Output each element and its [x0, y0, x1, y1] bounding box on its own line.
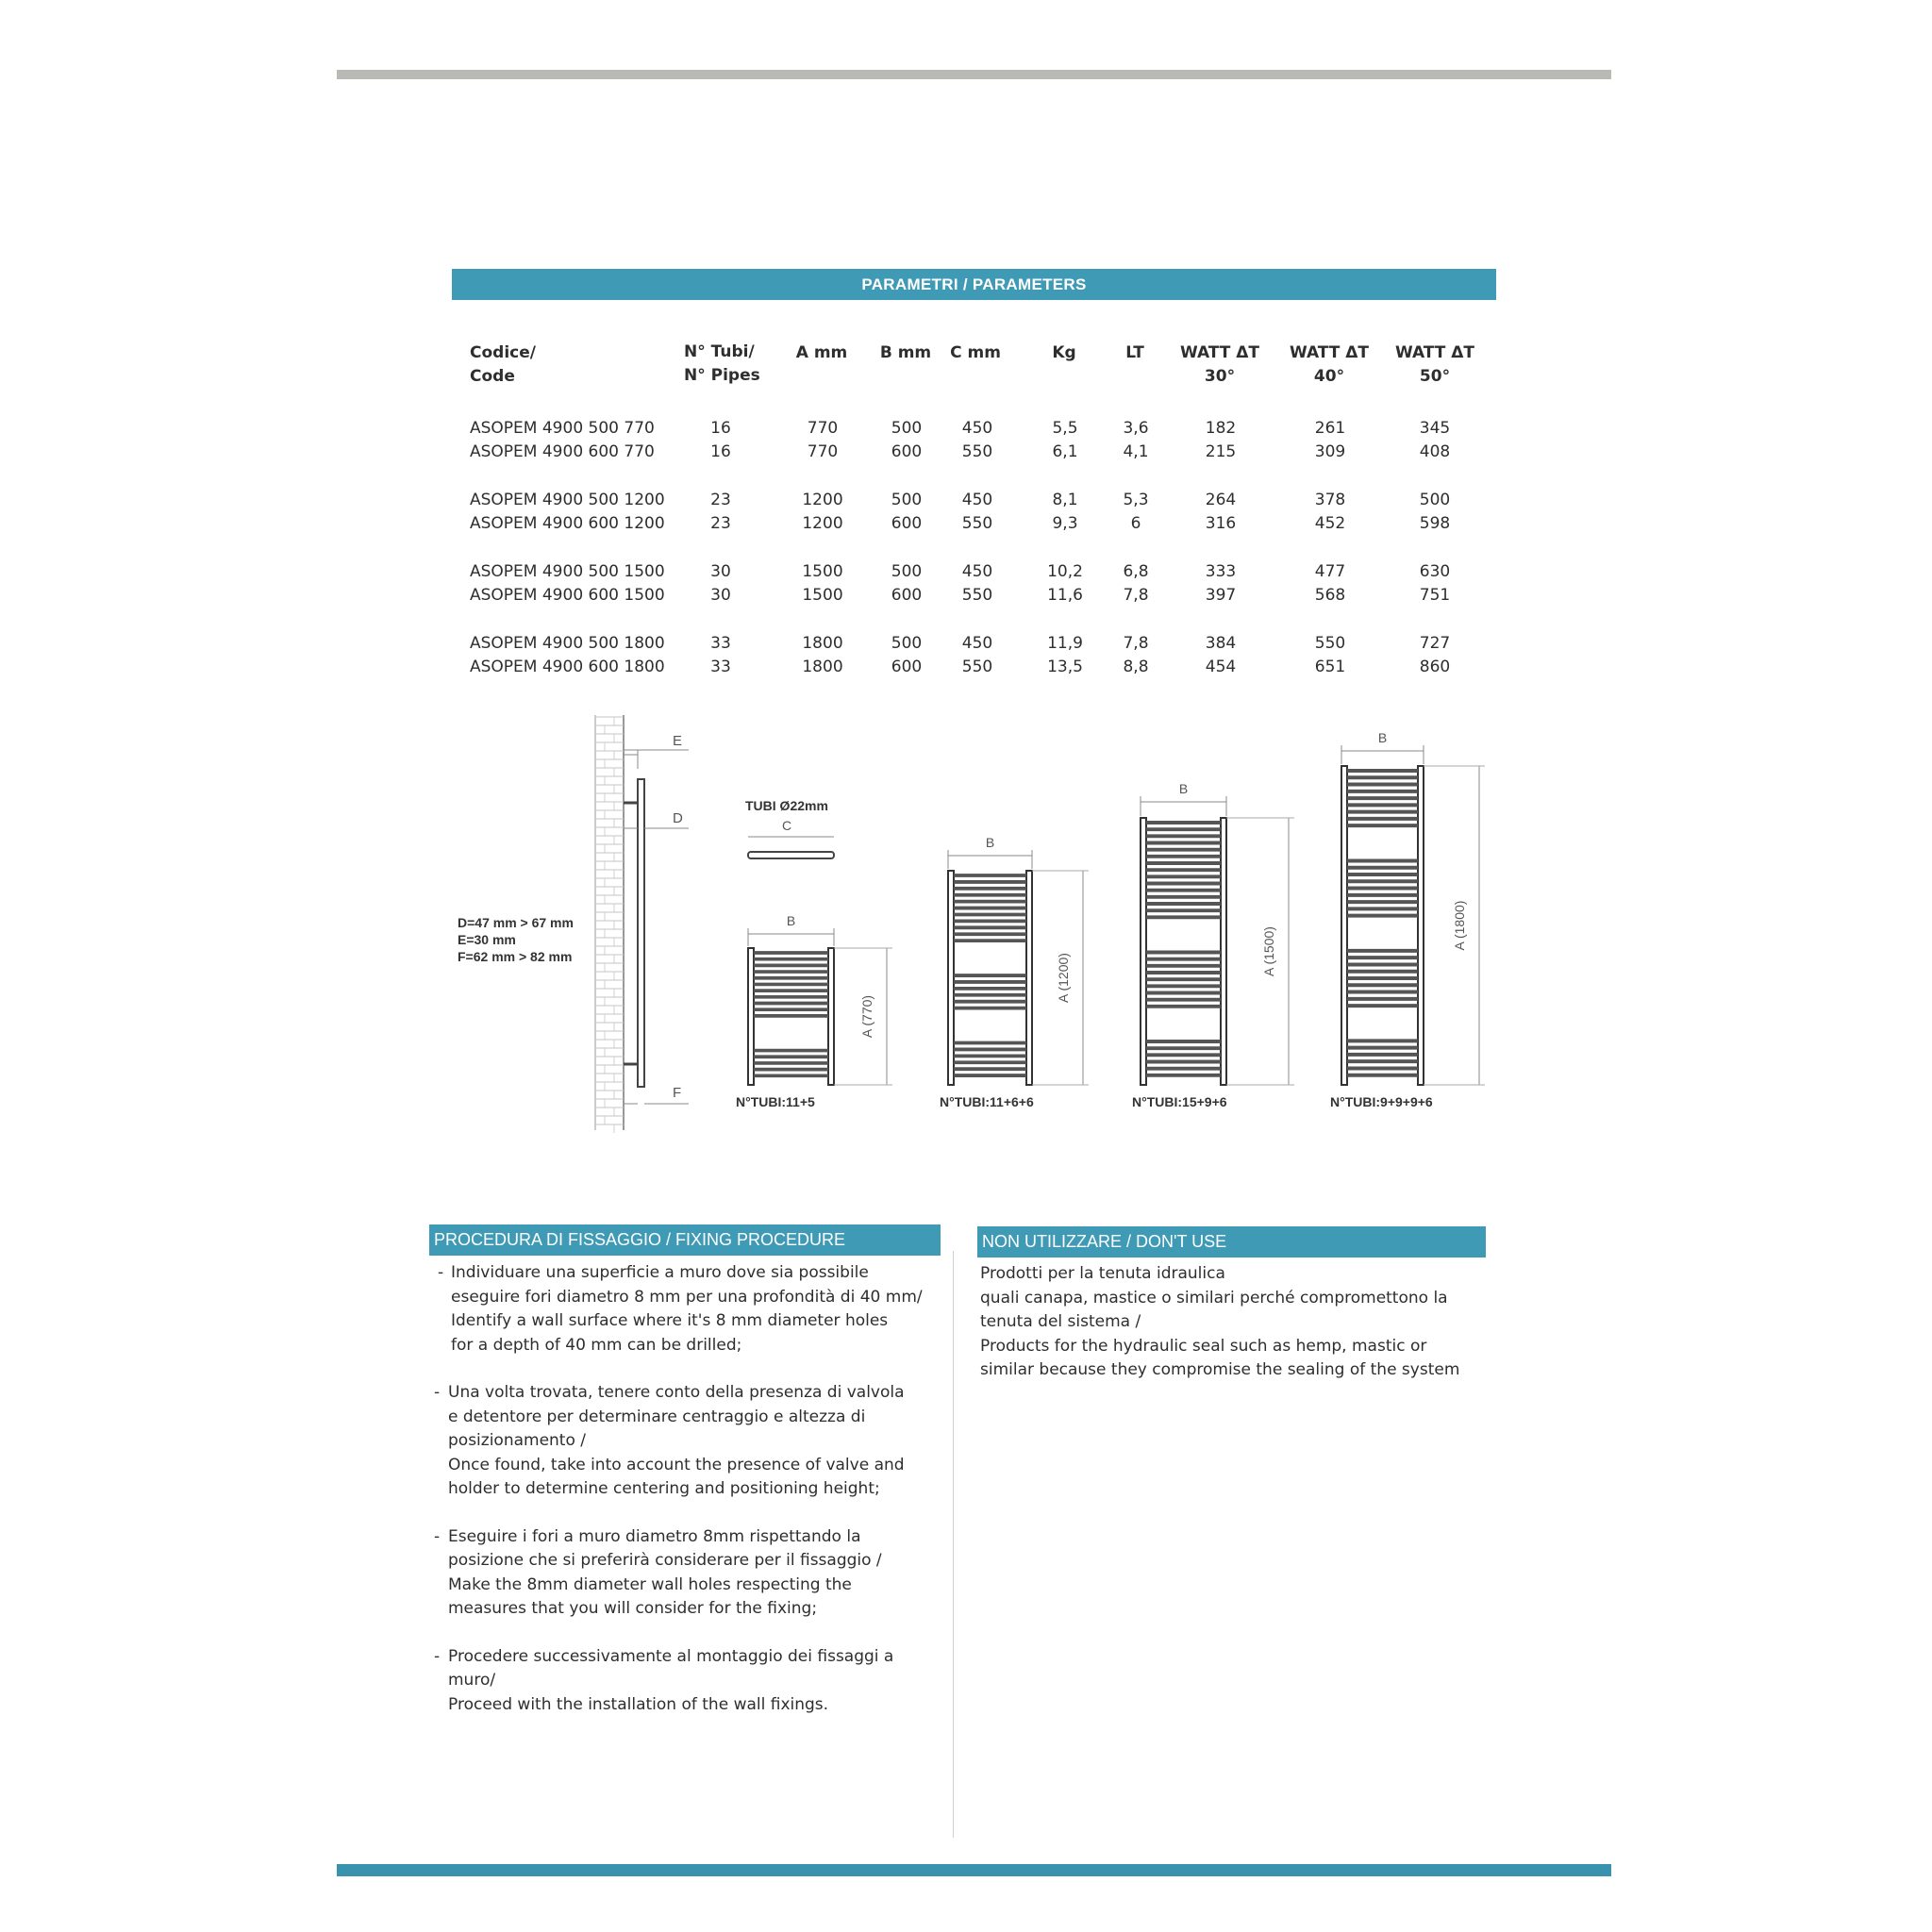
procedure-line: posizione che si preferirà considerare per il fissaggio / — [448, 1551, 882, 1570]
header-watt50-temp: 50° — [1419, 367, 1451, 386]
cell-code: ASOPEM 4900 500 1800 — [470, 634, 665, 653]
a-label: A (1200) — [1056, 953, 1071, 1003]
cell-code: ASOPEM 4900 500 1200 — [470, 491, 665, 509]
header-watt30 — [1180, 341, 1259, 389]
header-watt40-temp: 40° — [1313, 367, 1345, 386]
b-label: B — [1178, 781, 1189, 796]
cell-code: ASOPEM 4900 600 1500 — [470, 586, 665, 605]
cell-pipes: 23 — [710, 514, 731, 533]
header-watt30-temp: 30° — [1204, 367, 1236, 386]
header-watt40-label: WATT ΔT — [1289, 343, 1370, 362]
cell-w30: 454 — [1205, 658, 1237, 676]
dont-use-line: quali canapa, mastice o similari perché compromettono la — [980, 1288, 1448, 1307]
c-label: C — [781, 818, 792, 833]
cell-code: ASOPEM 4900 600 770 — [470, 442, 655, 461]
cell-w50: 727 — [1419, 634, 1451, 653]
header-pipes — [684, 341, 760, 388]
cell-a: 770 — [807, 419, 839, 438]
left-rail — [748, 948, 754, 1085]
cell-w50: 598 — [1419, 514, 1451, 533]
cell-a: 1500 — [802, 562, 843, 581]
right-rail — [1221, 818, 1226, 1085]
cell-b: 500 — [891, 491, 923, 509]
cell-pipes: 16 — [710, 419, 731, 438]
header-code — [470, 341, 536, 389]
cell-w50: 500 — [1419, 491, 1451, 509]
a-label: A (1800) — [1452, 900, 1467, 951]
tube-count-label: N°TUBI:9+9+9+6 — [1330, 1094, 1433, 1109]
cell-c: 450 — [961, 491, 993, 509]
procedure-line: e detentore per determinare centraggio e altezza di — [448, 1407, 866, 1426]
label-f: F — [673, 1085, 682, 1101]
cell-w50: 751 — [1419, 586, 1451, 605]
radiator-front-1 — [736, 913, 892, 1109]
b-label: B — [985, 835, 995, 850]
cell-b: 600 — [891, 442, 923, 461]
procedure-line: - Una volta trovata, tenere conto della presenza di valvola — [448, 1383, 905, 1402]
cell-kg: 10,2 — [1047, 562, 1083, 581]
cell-kg: 13,5 — [1047, 658, 1083, 676]
cell-w40: 651 — [1314, 658, 1346, 676]
cell-w40: 568 — [1314, 586, 1346, 605]
cell-c: 550 — [961, 514, 993, 533]
cell-code: ASOPEM 4900 600 1200 — [470, 514, 665, 533]
cell-c: 550 — [961, 442, 993, 461]
tube-section — [748, 837, 834, 858]
cell-w30: 215 — [1205, 442, 1237, 461]
cell-w40: 477 — [1314, 562, 1346, 581]
procedure-line: - Procedere successivamente al montaggio dei fissaggi a — [448, 1646, 894, 1666]
cell-kg: 9,3 — [1052, 514, 1078, 533]
procedure-line: posizionamento / — [448, 1431, 587, 1450]
cell-w40: 309 — [1314, 442, 1346, 461]
a-label: A (770) — [859, 994, 874, 1039]
procedure-line: for a depth of 40 mm can be drilled; — [451, 1335, 742, 1355]
cell-w40: 550 — [1314, 634, 1346, 653]
cell-c: 550 — [961, 658, 993, 676]
procedure-line: Once found, take into account the presence of valve and — [448, 1455, 905, 1474]
radiator-front-2 — [940, 835, 1089, 1109]
dim-f-text: F=62 mm > 82 mm — [458, 949, 573, 964]
procedure-line: Identify a wall surface where it's 8 mm diameter holes — [451, 1311, 889, 1330]
cell-lt: 3,6 — [1123, 419, 1149, 438]
radiator-front-4 — [1330, 730, 1485, 1109]
header-watt50-label: WATT ΔT — [1394, 343, 1475, 362]
procedure-step — [432, 1525, 941, 1622]
b-label: B — [1377, 730, 1388, 745]
label-d: D — [673, 810, 683, 826]
dont-use-line: Prodotti per la tenuta idraulica — [980, 1264, 1225, 1283]
side-view-radiator — [624, 750, 689, 1104]
cell-a: 1800 — [802, 634, 843, 653]
cell-pipes: 23 — [710, 491, 731, 509]
cell-kg: 11,9 — [1047, 634, 1083, 653]
a-label: A (1500) — [1261, 926, 1276, 976]
procedure-list — [432, 1261, 941, 1740]
procedure-line: measures that you will consider for the fixing; — [448, 1599, 818, 1618]
right-rail — [828, 948, 834, 1085]
dim-d-text: D=47 mm > 67 mm — [458, 915, 574, 930]
procedure-line: Proceed with the installation of the wall fixings. — [448, 1694, 829, 1714]
installation-diagram — [443, 708, 1500, 1141]
left-rail — [1141, 818, 1146, 1085]
cell-kg: 6,1 — [1052, 442, 1078, 461]
tube-count-label: N°TUBI:11+6+6 — [940, 1094, 1034, 1109]
header-watt40 — [1290, 341, 1369, 389]
cell-w30: 316 — [1205, 514, 1237, 533]
wall — [595, 715, 624, 1133]
cell-pipes: 30 — [710, 586, 731, 605]
left-rail — [948, 871, 954, 1085]
procedure-line: - Eseguire i fori a muro diametro 8mm rispettando la — [448, 1526, 861, 1546]
cell-lt: 6 — [1130, 514, 1141, 533]
cell-lt: 7,8 — [1123, 586, 1149, 605]
cell-kg: 8,1 — [1052, 491, 1078, 509]
dont-use-line: similar because they compromise the sealing of the system — [980, 1360, 1460, 1379]
cell-a: 1500 — [802, 586, 843, 605]
cell-b: 600 — [891, 658, 923, 676]
parameters-header: PARAMETRI / PARAMETERS — [452, 269, 1496, 300]
right-rail — [1418, 766, 1424, 1085]
cell-w50: 860 — [1419, 658, 1451, 676]
cell-pipes: 33 — [710, 634, 731, 653]
header-a: A mm — [795, 343, 848, 362]
dont-use-line: Products for the hydraulic seal such as hemp, mastic or — [980, 1336, 1427, 1356]
header-c: C mm — [950, 343, 1001, 362]
cell-b: 600 — [891, 514, 923, 533]
header-watt30-label: WATT ΔT — [1179, 343, 1260, 362]
procedure-header: PROCEDURA DI FISSAGGIO / FIXING PROCEDURE — [429, 1224, 941, 1256]
cell-a: 1200 — [802, 514, 843, 533]
cell-lt: 6,8 — [1123, 562, 1149, 581]
cell-kg: 11,6 — [1047, 586, 1083, 605]
cell-w50: 345 — [1419, 419, 1451, 438]
cell-pipes: 16 — [710, 442, 731, 461]
dont-use-header: NON UTILIZZARE / DON'T USE — [977, 1226, 1486, 1257]
column-divider — [953, 1251, 954, 1838]
procedure-step — [432, 1645, 941, 1718]
cell-w30: 182 — [1205, 419, 1237, 438]
tube-count-label: N°TUBI:15+9+6 — [1132, 1094, 1227, 1109]
cell-lt: 5,3 — [1123, 491, 1149, 509]
dont-use-line: tenuta del sistema / — [980, 1312, 1141, 1331]
header-kg: Kg — [1052, 343, 1076, 362]
cell-kg: 5,5 — [1052, 419, 1078, 438]
procedure-step — [432, 1381, 941, 1502]
cell-a: 1200 — [802, 491, 843, 509]
procedure-line: Make the 8mm diameter wall holes respecting the — [448, 1574, 852, 1594]
header-b: B mm — [879, 343, 932, 362]
cell-lt: 4,1 — [1123, 442, 1149, 461]
cell-c: 450 — [961, 634, 993, 653]
label-e: E — [673, 733, 683, 749]
parameters-table — [0, 0, 1932, 698]
cell-w30: 384 — [1205, 634, 1237, 653]
tube-diameter-text: TUBI Ø22mm — [745, 798, 828, 813]
header-lt: LT — [1125, 343, 1144, 362]
cell-w30: 333 — [1205, 562, 1237, 581]
cell-w30: 397 — [1205, 586, 1237, 605]
b-label: B — [786, 913, 796, 928]
right-rail — [1026, 871, 1032, 1085]
cell-lt: 7,8 — [1123, 634, 1149, 653]
cell-c: 550 — [961, 586, 993, 605]
bottom-rule — [337, 1864, 1611, 1876]
dim-e-text: E=30 mm — [458, 932, 516, 947]
radiator-front-3 — [1132, 781, 1294, 1109]
cell-code: ASOPEM 4900 500 770 — [470, 419, 655, 438]
header-pipes-en: N° Pipes — [684, 366, 760, 385]
cell-a: 1800 — [802, 658, 843, 676]
cell-b: 600 — [891, 586, 923, 605]
cell-pipes: 30 — [710, 562, 731, 581]
cell-w40: 261 — [1314, 419, 1346, 438]
cell-pipes: 33 — [710, 658, 731, 676]
cell-w30: 264 — [1205, 491, 1237, 509]
procedure-line: holder to determine centering and positioning height; — [448, 1479, 880, 1498]
procedure-line: eseguire fori diametro 8 mm per una profondità di 40 mm/ — [451, 1287, 923, 1307]
cell-w50: 630 — [1419, 562, 1451, 581]
cell-w40: 378 — [1314, 491, 1346, 509]
procedure-step — [432, 1261, 941, 1357]
procedure-line: - Individuare una superficie a muro dove sia possibile — [451, 1263, 869, 1282]
cell-b: 500 — [891, 562, 923, 581]
tube-count-label: N°TUBI:11+5 — [736, 1094, 815, 1109]
header-code-it: Codice/ — [470, 343, 536, 362]
cell-w50: 408 — [1419, 442, 1451, 461]
header-code-en: Code — [470, 367, 515, 386]
header-pipes-it: N° Tubi/ — [684, 342, 755, 361]
cell-code: ASOPEM 4900 600 1800 — [470, 658, 665, 676]
cell-w40: 452 — [1314, 514, 1346, 533]
procedure-line: muro/ — [448, 1671, 496, 1690]
cell-b: 500 — [891, 419, 923, 438]
left-rail — [1341, 766, 1347, 1085]
cell-lt: 8,8 — [1123, 658, 1149, 676]
cell-c: 450 — [961, 562, 993, 581]
cell-a: 770 — [807, 442, 839, 461]
cell-b: 500 — [891, 634, 923, 653]
cell-code: ASOPEM 4900 500 1500 — [470, 562, 665, 581]
header-watt50 — [1395, 341, 1474, 389]
dont-use-text — [980, 1262, 1490, 1383]
cell-c: 450 — [961, 419, 993, 438]
